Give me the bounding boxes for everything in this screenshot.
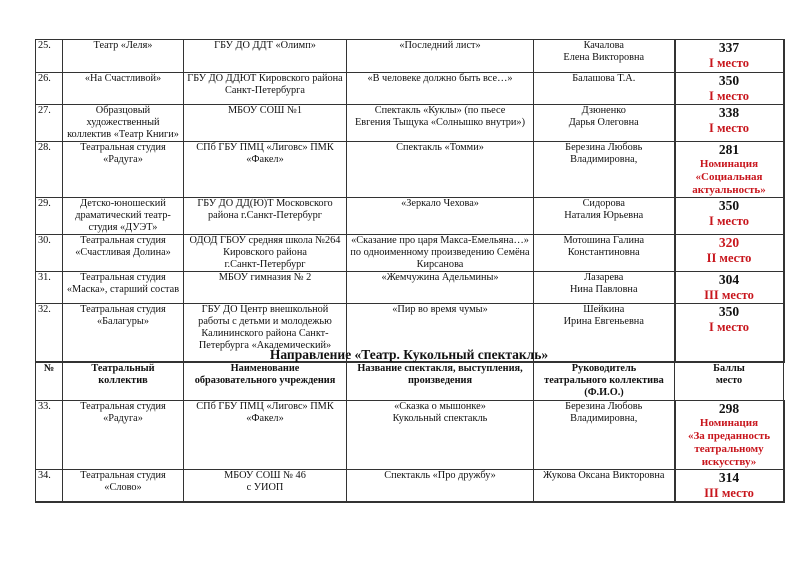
performance-cell: Спектакль «Про дружбу» [347, 470, 534, 503]
results-table-drama-body [36, 40, 784, 362]
nomination-label: искусству» [701, 456, 757, 468]
performance-cell: Спектакль «Томми» [347, 142, 534, 198]
institution-cell: МБОУ гимназия № 2 [184, 272, 347, 304]
header-score: Баллы место [675, 363, 784, 401]
performance-cell: «Сказка о мышонке» Кукольный спектакль [347, 401, 534, 470]
nomination-label: Номинация [699, 417, 759, 429]
score-cell [675, 401, 784, 470]
performance-cell: «В человеке должно быть все…» [347, 73, 534, 105]
collective-cell: Театр «Леля» [63, 40, 184, 73]
score-points: 298 [718, 401, 740, 416]
place-label: I место [709, 89, 749, 103]
score-points: 350 [718, 304, 740, 319]
header-leader: Руководитель театрального коллектива (Ф.И.О.) [534, 363, 675, 401]
institution-cell: МБОУ СОШ № 46 с УИОП [184, 470, 347, 503]
row-number: 26. [36, 73, 63, 105]
score-points: 320 [718, 235, 740, 250]
place-label: I место [709, 56, 749, 70]
table-header-row [36, 363, 784, 401]
place-label: II место [706, 251, 752, 265]
leader-cell: Лазарева Нина Павловна [534, 272, 675, 304]
place-label: I место [709, 121, 749, 135]
institution-cell: ОДОД ГБОУ средняя школа №264 Кировского района г.Санкт-Петербург [184, 235, 347, 272]
score-cell [675, 470, 784, 503]
table-row [36, 198, 784, 235]
leader-cell: Сидорова Наталия Юрьевна [534, 198, 675, 235]
table-row [36, 470, 784, 503]
header-performance: Название спектакля, выступления, произведения [347, 363, 534, 401]
row-number: 27. [36, 105, 63, 142]
collective-cell: «На Счастливой» [63, 73, 184, 105]
institution-cell: СПб ГБУ ПМЦ «Лиговс» ПМК «Факел» [184, 142, 347, 198]
nomination-label: «Социальная [695, 171, 763, 183]
place-label: I место [709, 320, 749, 334]
row-number: 25. [36, 40, 63, 73]
score-cell [675, 198, 784, 235]
collective-cell: Театральная студия «Слово» [63, 470, 184, 503]
collective-cell: Театральная студия «Радуга» [63, 401, 184, 470]
institution-cell: МБОУ СОШ №1 [184, 105, 347, 142]
score-points: 304 [718, 272, 740, 287]
score-cell [675, 73, 784, 105]
leader-cell: Жукова Оксана Викторовна [534, 470, 675, 503]
results-table-drama [35, 39, 785, 363]
performance-cell: Спектакль «Куклы» (по пьесе Евгения Тыщука «Солнышко внутри») [347, 105, 534, 142]
score-cell [675, 272, 784, 304]
table-row [36, 235, 784, 272]
score-points: 337 [718, 40, 740, 55]
score-points: 281 [718, 142, 740, 157]
row-number: 28. [36, 142, 63, 198]
table-row [36, 73, 784, 105]
collective-cell: Театральная студия «Маска», старший состав [63, 272, 184, 304]
performance-cell: «Жемчужина Адельмины» [347, 272, 534, 304]
institution-cell: ГБУ ДО Центр внешкольной работы с детьми и молодежью Калининского района Санкт- Петербурга «Академический» [184, 304, 347, 362]
leader-cell: Мотошина Галина Константиновна [534, 235, 675, 272]
score-cell [675, 142, 784, 198]
score-cell [675, 40, 784, 73]
leader-cell: Балашова Т.А. [534, 73, 675, 105]
nomination-label: Номинация [699, 158, 759, 170]
results-table-puppet [35, 362, 785, 503]
row-number: 34. [36, 470, 63, 503]
place-label: I место [709, 214, 749, 228]
collective-cell: Детско-юношеский драматический театр- студия «ДУЭТ» [63, 198, 184, 235]
nomination-label: «За преданность [687, 430, 771, 442]
table-row [36, 142, 784, 198]
institution-cell: ГБУ ДО ДДТ «Олимп» [184, 40, 347, 73]
score-points: 338 [718, 105, 740, 120]
collective-cell: Театральная студия «Радуга» [63, 142, 184, 198]
performance-cell: «Пир во время чумы» [347, 304, 534, 362]
leader-cell: Дзюненко Дарья Олеговна [534, 105, 675, 142]
nomination-label: актуальность» [692, 184, 766, 196]
header-collective: Театральный коллектив [63, 363, 184, 401]
row-number: 33. [36, 401, 63, 470]
score-points: 314 [718, 470, 740, 485]
place-label: III место [704, 486, 754, 500]
place-label: III место [704, 288, 754, 302]
row-number: 29. [36, 198, 63, 235]
nomination-label: театральному [694, 443, 764, 455]
score-points: 350 [718, 73, 740, 88]
results-table-puppet-body [36, 401, 784, 503]
collective-cell: Образцовый художественный коллектив «Театр Книги» [63, 105, 184, 142]
header-institution: Наименование образовательного учреждения [184, 363, 347, 401]
institution-cell: СПб ГБУ ПМЦ «Лиговс» ПМК «Факел» [184, 401, 347, 470]
leader-cell: Качалова Елена Викторовна [534, 40, 675, 73]
header-num: № [36, 363, 63, 401]
institution-cell: ГБУ ДО ДДЮТ Кировского района Санкт-Петербурга [184, 73, 347, 105]
table-row [36, 105, 784, 142]
table-row [36, 272, 784, 304]
row-number: 32. [36, 304, 63, 362]
institution-cell: ГБУ ДО ДД(Ю)Т Московского района г.Санкт-Петербург [184, 198, 347, 235]
score-cell [675, 235, 784, 272]
performance-cell: «Зеркало Чехова» [347, 198, 534, 235]
table-row [36, 40, 784, 73]
performance-cell: «Сказание про царя Макса-Емельяна…» по одноименному произведению Семёна Кирсанова [347, 235, 534, 272]
performance-cell: «Последний лист» [347, 40, 534, 73]
table-row [36, 401, 784, 470]
section-title-puppet-theatre: Направление «Театр. Кукольный спектакль» [269, 347, 549, 362]
score-cell [675, 105, 784, 142]
row-number: 31. [36, 272, 63, 304]
score-points: 350 [718, 198, 740, 213]
row-number: 30. [36, 235, 63, 272]
leader-cell: Шейкина Ирина Евгеньевна [534, 304, 675, 362]
leader-cell: Березина Любовь Владимировна, [534, 401, 675, 470]
leader-cell: Березина Любовь Владимировна, [534, 142, 675, 198]
collective-cell: Театральная студия «Балагуры» [63, 304, 184, 362]
collective-cell: Театральная студия «Счастливая Долина» [63, 235, 184, 272]
